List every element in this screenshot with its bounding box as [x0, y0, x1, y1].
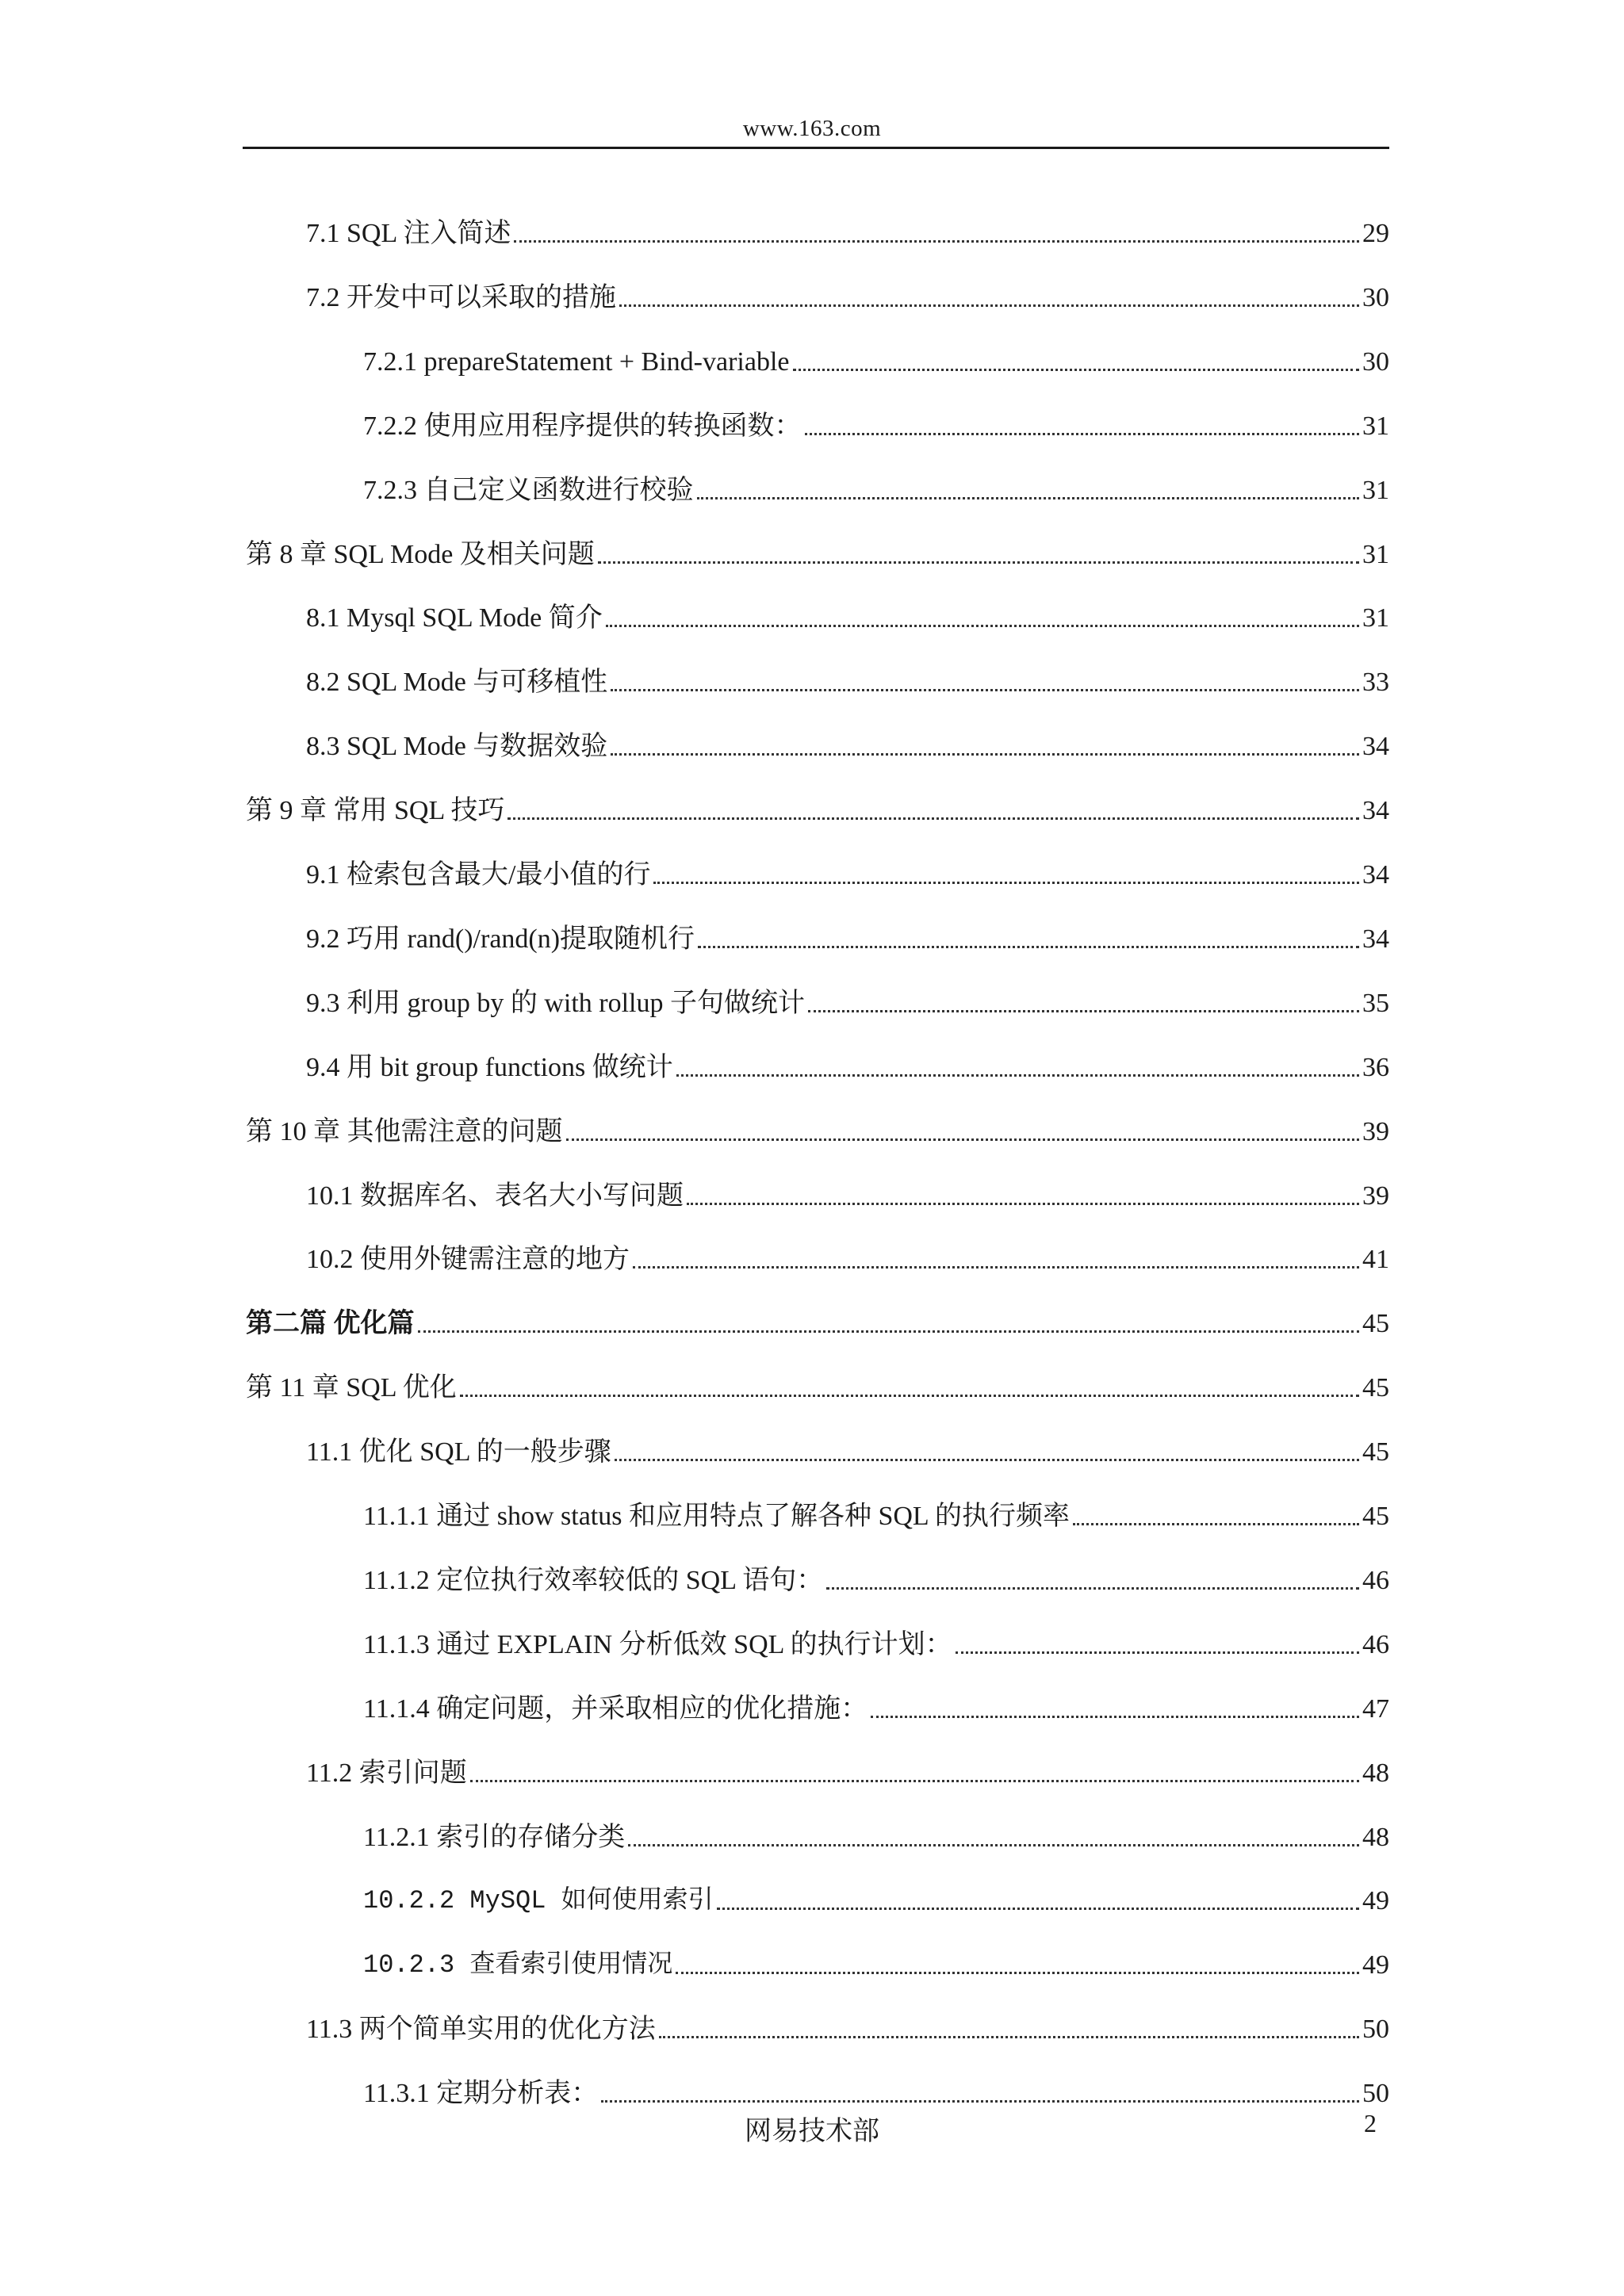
- toc-entry-page: 30: [1362, 347, 1389, 377]
- toc-entry[interactable]: [363, 1621, 1389, 1661]
- toc-entry-title: 11.2.1 索引的存储分类: [363, 1823, 626, 1852]
- toc-entry-title: 7.2 开发中可以采取的措施: [306, 283, 616, 312]
- toc-entry[interactable]: [363, 1814, 1389, 1854]
- toc-entry-title: 9.4 用 bit group functions 做统计: [306, 1053, 673, 1082]
- toc-leader-dots: [826, 1587, 1359, 1590]
- toc-entry-page: 48: [1362, 1823, 1389, 1852]
- toc-entry-title: 9.1 检索包含最大/最小值的行: [306, 860, 651, 890]
- toc-entry[interactable]: [363, 1686, 1389, 1725]
- toc-entry[interactable]: [306, 659, 1389, 698]
- toc-leader-dots: [697, 497, 1360, 499]
- toc-leader-dots: [633, 1266, 1359, 1269]
- toc-entry-page: 31: [1362, 540, 1389, 569]
- toc-leader-dots: [808, 1010, 1359, 1012]
- toc-leader-dots: [871, 1716, 1359, 1718]
- toc-entry-page: 46: [1362, 1566, 1389, 1595]
- toc-entry[interactable]: [246, 1364, 1389, 1404]
- toc-leader-dots: [956, 1651, 1359, 1654]
- toc-entry[interactable]: [306, 1173, 1389, 1212]
- toc-leader-dots: [659, 2036, 1359, 2038]
- toc-leader-dots: [805, 433, 1360, 435]
- toc-entry[interactable]: [306, 210, 1389, 250]
- toc-leader-dots: [611, 689, 1359, 691]
- toc-entry-title: 11.1.3 通过 EXPLAIN 分析低效 SQL 的执行计划：: [363, 1630, 952, 1659]
- toc-entry-page: 31: [1362, 476, 1389, 505]
- toc-leader-dots: [717, 1908, 1359, 1910]
- toc-entry-page: 29: [1362, 219, 1389, 248]
- toc-entry-title: 10.2.2 MySQL 如何使用索引: [363, 1886, 714, 1915]
- toc-entry-title: 第 10 章 其他需注意的问题: [246, 1117, 563, 1146]
- toc-entry[interactable]: [306, 851, 1389, 891]
- toc-leader-dots: [615, 1459, 1359, 1461]
- toc-entry-title: 7.2.1 prepareStatement + Bind-variable: [363, 347, 790, 377]
- toc-entry-title: 第 11 章 SQL 优化: [246, 1373, 457, 1402]
- toc-entry[interactable]: [246, 1108, 1389, 1148]
- toc-leader-dots: [566, 1138, 1360, 1141]
- toc-entry[interactable]: [246, 787, 1389, 827]
- toc-entry-page: 36: [1362, 1053, 1389, 1082]
- toc-leader-dots: [676, 1074, 1359, 1077]
- toc-entry-page: 45: [1362, 1373, 1389, 1402]
- toc-entry-title: 11.2 索引问题: [306, 1758, 467, 1788]
- toc-entry-title: 10.1 数据库名、表名大小写问题: [306, 1181, 684, 1211]
- toc-leader-dots: [1073, 1523, 1359, 1525]
- toc-entry-page: 45: [1362, 1309, 1389, 1338]
- toc-leader-dots: [418, 1330, 1360, 1333]
- toc-leader-dots: [676, 1972, 1359, 1974]
- toc-entry-page: 35: [1362, 989, 1389, 1018]
- toc-entry[interactable]: [306, 980, 1389, 1020]
- toc-entry[interactable]: [363, 339, 1389, 378]
- toc-entry-page: 48: [1362, 1758, 1389, 1788]
- toc-entry-page: 49: [1362, 1950, 1389, 1980]
- toc-entry-page: 50: [1362, 2015, 1389, 2044]
- toc-entry-title: 7.1 SQL 注入简述: [306, 219, 511, 248]
- toc-entry-title: 9.2 巧用 rand()/rand(n)提取随机行: [306, 924, 695, 954]
- toc-entry[interactable]: [246, 1300, 1389, 1340]
- toc-entry-page: 49: [1362, 1886, 1389, 1915]
- toc-entry[interactable]: [306, 1044, 1389, 1084]
- toc-entry-title: 8.1 Mysql SQL Mode 简介: [306, 603, 603, 633]
- toc-entry[interactable]: [306, 1236, 1389, 1276]
- toc-entry-title: 11.1.4 确定问题，并采取相应的优化措施：: [363, 1694, 868, 1724]
- footer-page-number: 2: [1364, 2109, 1377, 2137]
- toc-leader-dots: [514, 240, 1359, 243]
- toc-entry[interactable]: [306, 2006, 1389, 2045]
- toc-entry-title: 10.2.3 查看索引使用情况: [363, 1950, 673, 1980]
- toc-entry-page: 39: [1362, 1181, 1389, 1211]
- toc-entry-title: 第 9 章 常用 SQL 技巧: [246, 796, 505, 825]
- toc-entry-title: 11.3.1 定期分析表：: [363, 2079, 599, 2108]
- toc-entry[interactable]: [363, 1493, 1389, 1533]
- toc-leader-dots: [606, 625, 1359, 627]
- toc-entry-title: 10.2 使用外键需注意的地方: [306, 1245, 630, 1274]
- toc-entry-title: 9.3 利用 group by 的 with rollup 子句做统计: [306, 989, 805, 1018]
- toc-entry[interactable]: [363, 1877, 1389, 1917]
- toc-entry-title: 11.1.2 定位执行效率较低的 SQL 语句：: [363, 1566, 824, 1595]
- toc-entry-page: 31: [1362, 411, 1389, 441]
- toc-entry-title: 第 8 章 SQL Mode 及相关问题: [246, 540, 595, 569]
- toc-entry-page: 30: [1362, 283, 1389, 312]
- toc-entry-page: 33: [1362, 668, 1389, 697]
- toc-leader-dots: [508, 817, 1359, 820]
- footer-department: 网易技术部: [745, 2117, 879, 2146]
- toc-entry-title: 11.1 优化 SQL 的一般步骤: [306, 1437, 611, 1467]
- toc-entry[interactable]: [246, 531, 1389, 571]
- toc-entry-page: 45: [1362, 1437, 1389, 1467]
- toc-entry-title: 7.2.3 自己定义函数进行校验: [363, 476, 694, 505]
- toc-entry-page: 45: [1362, 1502, 1389, 1531]
- header-url: www.163.com: [742, 116, 882, 141]
- toc-leader-dots: [601, 2100, 1359, 2103]
- toc-leader-dots: [611, 753, 1359, 756]
- toc-leader-dots: [628, 1844, 1359, 1846]
- toc-entry[interactable]: [363, 2070, 1389, 2110]
- toc-entry-page: 34: [1362, 924, 1389, 954]
- toc-entry[interactable]: [306, 916, 1389, 955]
- toc-leader-dots: [793, 369, 1360, 371]
- toc-leader-dots: [460, 1395, 1359, 1397]
- toc-entry-page: 46: [1362, 1630, 1389, 1659]
- toc-entry-page: 34: [1362, 796, 1389, 825]
- toc-entry[interactable]: [306, 1429, 1389, 1468]
- toc-entry-page: 47: [1362, 1694, 1389, 1724]
- toc-leader-dots: [698, 946, 1359, 948]
- toc-entry-page: 34: [1362, 860, 1389, 890]
- toc-leader-dots: [470, 1780, 1359, 1782]
- toc-entry-page: 50: [1362, 2079, 1389, 2108]
- toc-entry[interactable]: [363, 403, 1389, 442]
- toc-leader-dots: [653, 882, 1359, 884]
- toc-entry-title: 第二篇 优化篇: [246, 1309, 415, 1338]
- toc-entry-title: 11.1.1 通过 show status 和应用特点了解各种 SQL 的执行频率: [363, 1502, 1070, 1531]
- toc-entry[interactable]: [306, 595, 1389, 634]
- toc-entry[interactable]: [306, 274, 1389, 314]
- toc-leader-dots: [598, 561, 1359, 564]
- toc-entry[interactable]: [363, 467, 1389, 507]
- toc-entry[interactable]: [306, 723, 1389, 763]
- toc-leader-dots: [687, 1203, 1359, 1205]
- toc-entry-page: 31: [1362, 603, 1389, 633]
- toc-entry-page: 41: [1362, 1245, 1389, 1274]
- toc-entry[interactable]: [306, 1750, 1389, 1789]
- toc-entry-title: 11.3 两个简单实用的优化方法: [306, 2015, 656, 2044]
- toc-entry-title: 7.2.2 使用应用程序提供的转换函数：: [363, 411, 802, 441]
- toc-entry-page: 34: [1362, 732, 1389, 761]
- toc-entry-page: 39: [1362, 1117, 1389, 1146]
- toc-entry-title: 8.2 SQL Mode 与可移植性: [306, 668, 608, 697]
- toc-entry[interactable]: [363, 1942, 1389, 1981]
- toc-entry-title: 8.3 SQL Mode 与数据效验: [306, 732, 608, 761]
- toc-leader-dots: [619, 304, 1359, 307]
- toc-entry[interactable]: [363, 1557, 1389, 1597]
